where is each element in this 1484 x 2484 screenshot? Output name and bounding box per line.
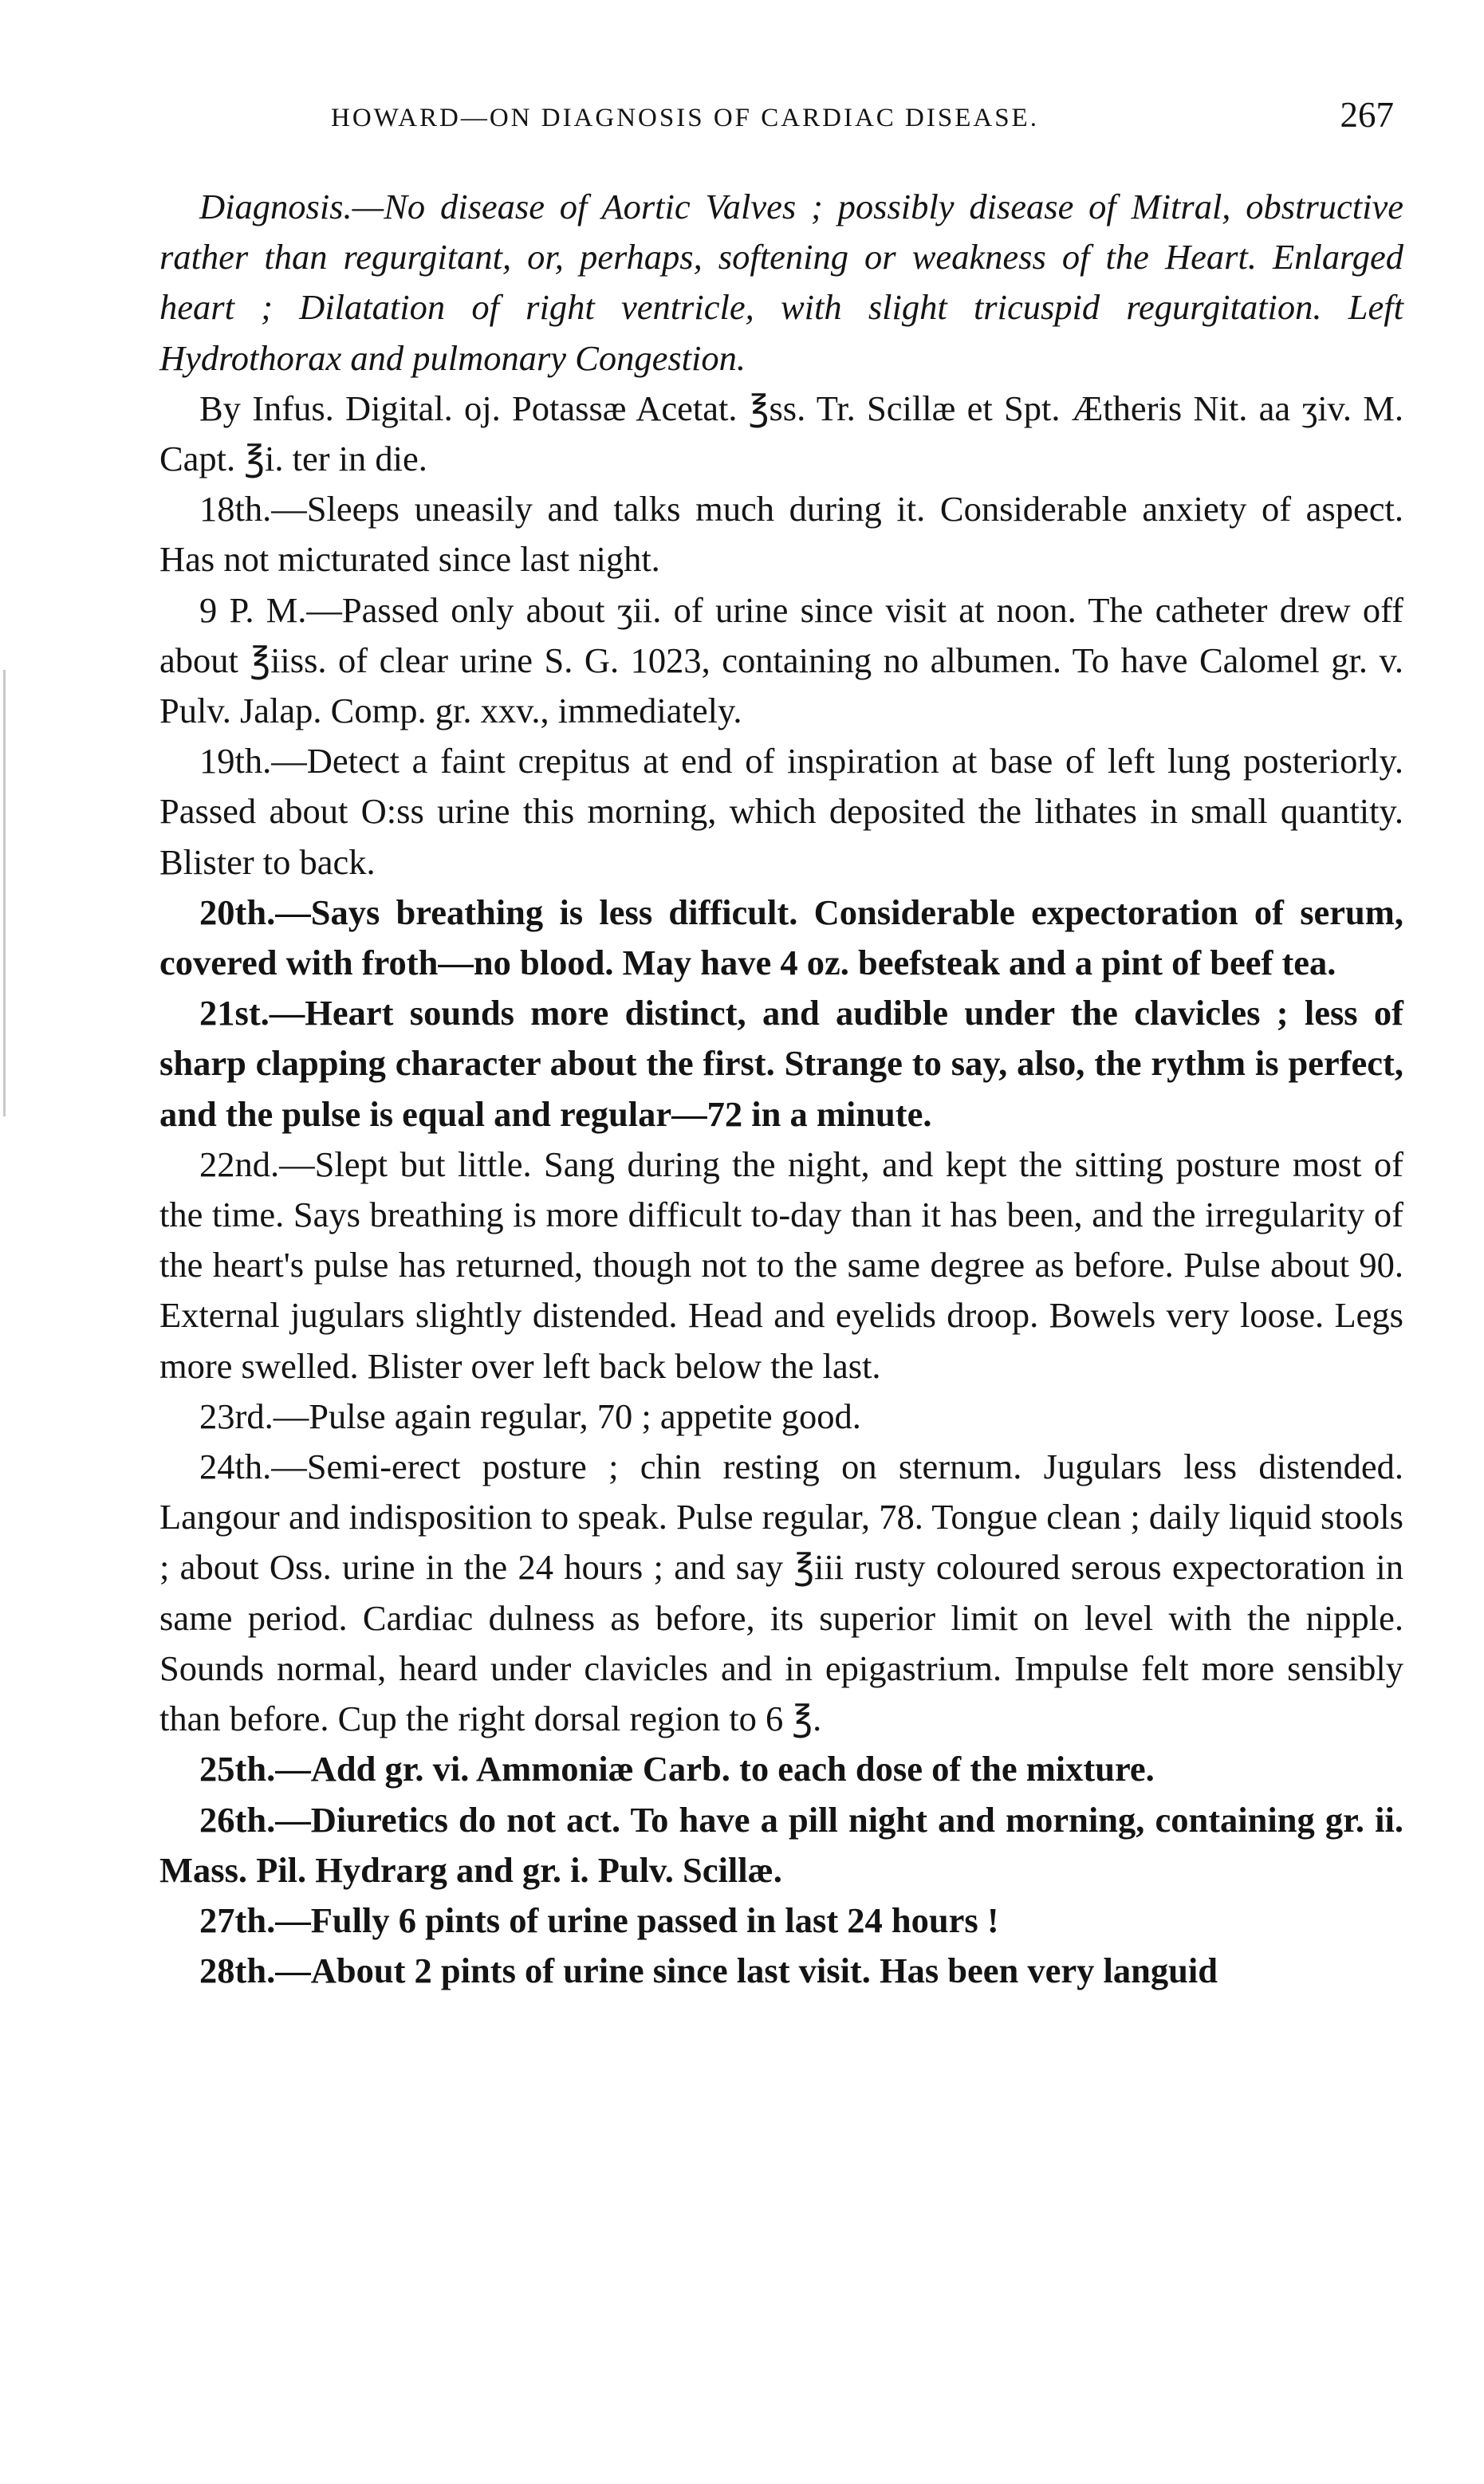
entry-24th: 24th.—Semi-erect posture ; chin resting on sternum. Jugulars less distended. Langour and indisposition to speak. Pulse regular, 78. Tongue clean ; daily liquid stools ; about Oss. urine in the 24 hours ; and say ℥iii rusty coloured serous expectoration in same period. Cardiac dulness as before, its superior limit on level with the nipple. Sounds normal, heard under clavicles and in epigastrium. Impulse felt more sensibly than before. Cup the right dorsal region to 6 ℥.	[159, 1447, 1403, 1739]
entry-25th: 25th.—Add gr. vi. Ammoniæ Carb. to each dose of the mixture.	[199, 1749, 1155, 1789]
prescription-paragraph: By Infus. Digital. oj. Potassæ Acetat. ℥ss. Tr. Scillæ et Spt. Ætheris Nit. aa ʒiv. M. Capt. ℥i. ter in die.	[159, 388, 1403, 479]
page-header	[159, 94, 1403, 150]
entry-22nd: 22nd.—Slept but little. Sang during the night, and kept the sitting posture most of the time. Says breathing is more difficult to-day than it has been, and the irregularity of the heart's pulse has returned, though not to the same degree as before. Pulse about 90. External jugulars slightly distended. Head and eyelids droop. Bowels very loose. Legs more swelled. Blister over left back below the last.	[159, 1144, 1403, 1386]
entry-26th: 26th.—Diuretics do not act. To have a pill night and morning, containing gr. ii. Mass. Pil. Hydrarg and gr. i. Pulv. Scillæ.	[159, 1799, 1403, 1890]
page-number: 267	[1340, 95, 1394, 135]
entry-23rd: 23rd.—Pulse again regular, 70 ; appetite good.	[199, 1396, 861, 1436]
entry-18th: 18th.—Sleeps uneasily and talks much during it. Considerable anxiety of aspect. Has not micturated since last night.	[159, 489, 1403, 580]
entry-28th: 28th.—About 2 pints of urine since last visit. Has been very languid	[199, 1951, 1218, 1991]
body-text	[159, 182, 1403, 1996]
diagnosis-paragraph: Diagnosis.—No disease of Aortic Valves ; possibly disease of Mitral, obstructive rather than regurgitant, or, perhaps, softening or weakness of the Heart. Enlarged heart ; Dilatation of right ventricle, with slight tricuspid regurgitation. Left Hydrothorax and pulmonary Congestion.	[159, 187, 1403, 378]
entry-9pm: 9 P. M.—Passed only about ʒii. of urine since visit at noon. The catheter drew off about ℥iiss. of clear urine S. G. 1023, containing no albumen. To have Calomel gr. v. Pulv. Jalap. Comp. gr. xxv., immediately.	[159, 589, 1403, 731]
entry-27th: 27th.—Fully 6 pints of urine passed in last 24 hours !	[199, 1899, 999, 1940]
entry-20th: 20th.—Says breathing is less difficult. Considerable expectoration of serum, covered with froth—no blood. May have 4 oz. beefsteak and a pint of beef tea.	[159, 892, 1403, 983]
entry-19th: 19th.—Detect a faint crepitus at end of inspiration at base of left lung posteriorly. Passed about O:ss urine this morning, which deposited the lithates in small quantity. Blister to back.	[159, 741, 1403, 882]
running-title: HOWARD—ON DIAGNOSIS OF CARDIAC DISEASE.	[331, 104, 1039, 132]
scan-edge-mark	[3, 670, 6, 1116]
entry-21st: 21st.—Heart sounds more distinct, and audible under the clavicles ; less of sharp clapping character about the first. Strange to say, also, the rythm is perfect, and the pulse is equal and regular—72 in a minute.	[159, 993, 1403, 1134]
